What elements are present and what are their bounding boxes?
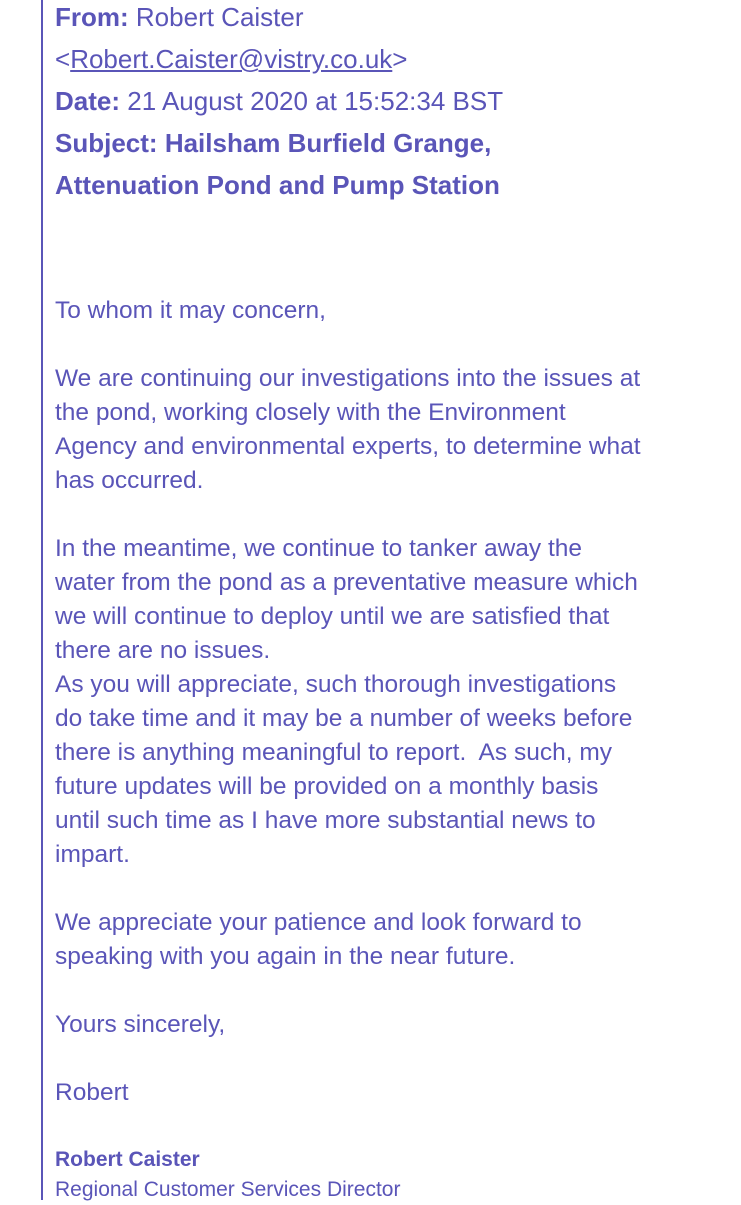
paragraph-2-line: future updates will be provided on a monthly basis [55,773,599,800]
email-open-bracket: < [55,44,71,74]
paragraph-1-line: has occurred. [55,467,204,494]
greeting: To whom it may concern, [55,297,326,324]
paragraph-2-line: water from the pond as a preventative measure which [55,569,638,596]
paragraph-1-line: We are continuing our investigations into the issues at [55,365,641,392]
subject-line-1 [55,122,730,164]
from-line [55,0,730,38]
paragraph-2-line: do take time and it may be a number of weeks before [55,705,633,732]
subject-text-1: Hailsham Burfield Grange, [164,128,492,158]
paragraph-3-line: speaking with you again in the near future. [55,943,516,970]
paragraph-3-line: We appreciate your patience and look forward to [55,909,582,936]
paragraph-2-line: impart. [55,841,130,868]
from-label: From: [55,2,129,32]
paragraph-1-line: Agency and environmental experts, to determine what [55,433,641,460]
closing: Yours sincerely, [55,1011,226,1038]
paragraph-2-line: In the meantime, we continue to tanker away the [55,535,583,562]
email-body [55,294,730,1110]
paragraph-1-line: the pond, working closely with the Environment [55,399,566,426]
from-email-link[interactable]: Robert.Caister@vistry.co.uk [70,44,393,74]
subject-line-2: Attenuation Pond and Pump Station [55,170,500,200]
date-line [55,80,730,122]
from-email-line [55,38,730,80]
email-header [55,0,730,206]
signoff: Robert [55,1079,129,1106]
quote-bar [41,0,43,1200]
email-close-bracket: > [392,44,408,74]
date-label: Date: [55,86,121,116]
signature-name: Robert Caister [55,1148,200,1171]
date-value: 21 August 2020 at 15:52:34 BST [127,86,504,116]
paragraph-2-line: until such time as I have more substantial news to [55,807,596,834]
paragraph-2-line: there are no issues. [55,637,271,664]
subject-label: Subject: [55,128,158,158]
from-name: Robert Caister [135,2,304,32]
signature-block [55,1145,400,1205]
signature-title: Regional Customer Services Director [55,1178,401,1201]
paragraph-2-line: As you will appreciate, such thorough investigations [55,671,617,698]
paragraph-2-line: we will continue to deploy until we are satisfied that [55,603,610,630]
paragraph-2-line: there is anything meaningful to report. As such, my [55,739,612,766]
